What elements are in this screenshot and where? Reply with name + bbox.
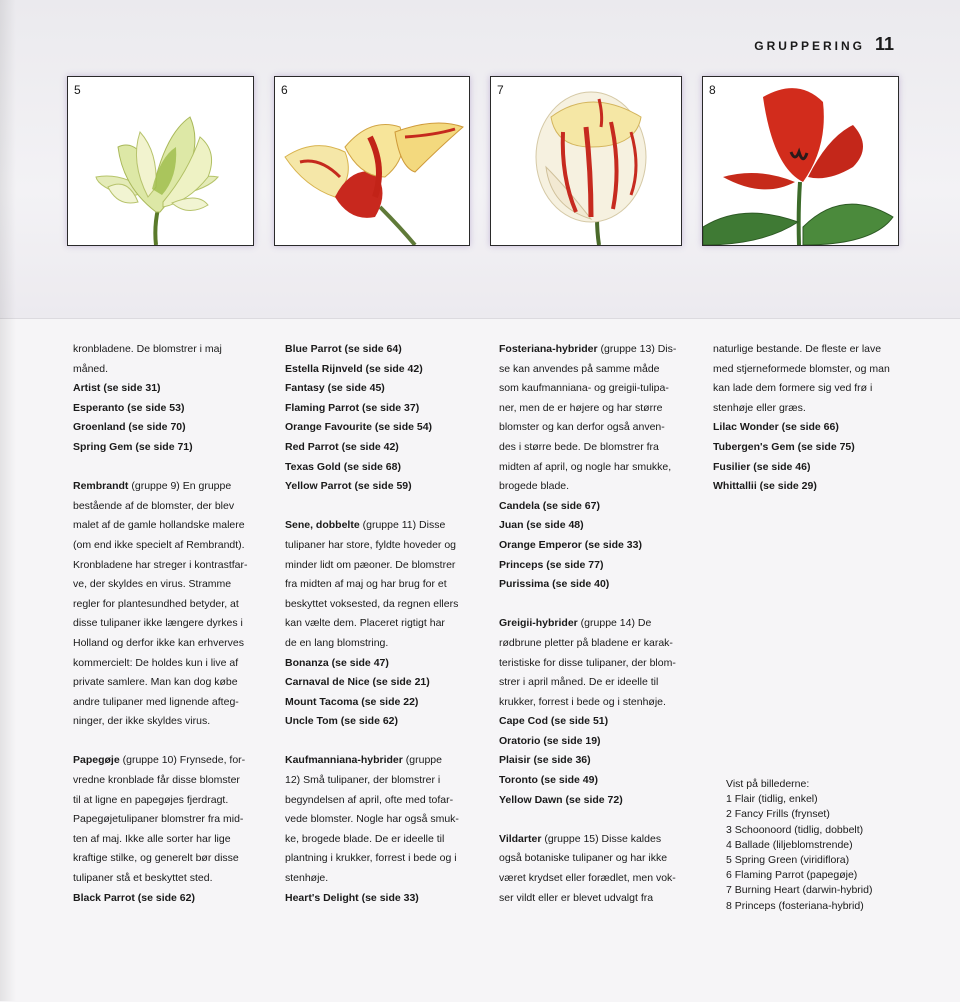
group-heading: Papegøje <box>73 754 120 767</box>
body-line: kraftige stilke, og generelt bør disse <box>73 852 239 865</box>
body-text: (gruppe 9) En gruppe <box>128 480 232 493</box>
variety-line: Whittallii (se side 29) <box>713 480 817 493</box>
variety-line: Lilac Wonder (se side 66) <box>713 421 839 434</box>
caption-item: 8 Princeps (fosteriana-hybrid) <box>726 899 864 912</box>
variety-line: Princeps (se side 77) <box>499 558 604 571</box>
group-heading: Kaufmanniana-hybrider <box>285 754 403 767</box>
caption-item: 2 Fancy Frills (frynset) <box>726 808 830 821</box>
variety-line: Texas Gold (se side 68) <box>285 460 401 473</box>
body-line <box>73 751 273 771</box>
group-heading: Greigii-hybrider <box>499 617 578 630</box>
variety-line: Oratorio (se side 19) <box>499 734 601 747</box>
body-line: tulipaner har store, fyldte hoveder og <box>285 538 457 551</box>
body-line <box>285 516 490 536</box>
body-line: stenhøje eller græs. <box>713 401 806 414</box>
variety-line: Juan (se side 48) <box>499 519 584 532</box>
body-line: som kaufmanniana- og greigii-tulipa- <box>499 382 669 395</box>
body-line: malet af de gamle hollandske malere <box>73 519 245 532</box>
caption-item: 4 Ballade (liljeblomstrende) <box>726 838 853 851</box>
variety-line: Red Parrot (se side 42) <box>285 440 399 453</box>
variety-line: Candela (se side 67) <box>499 499 600 512</box>
group-heading: Fosteriana-hybrider <box>499 343 598 355</box>
body-line <box>499 614 709 634</box>
body-line: været krydset eller forædlet, men vok- <box>499 872 676 885</box>
variety-line: Groenland (se side 70) <box>73 421 186 434</box>
photo-number: 5 <box>74 83 81 97</box>
body-line: ve, der skyldes en virus. Stramme <box>73 578 232 591</box>
text-column-3 <box>499 340 709 908</box>
caption-item: 5 Spring Green (viridiflora) <box>726 854 850 867</box>
photo-5 <box>67 76 254 246</box>
body-line: ten af maj. Ikke alle sorter har lige <box>73 832 231 845</box>
double-tulip-icon <box>491 77 681 245</box>
caption-item: 7 Burning Heart (darwin-hybrid) <box>726 884 873 897</box>
section-title: GRUPPERING <box>754 39 865 53</box>
photo-number: 7 <box>497 83 504 97</box>
body-line: beskyttet voksested, da regnen ellers <box>285 597 459 610</box>
body-line: krukker, forrest i bede og i stenhøje. <box>499 695 666 708</box>
group-heading: Vildarter <box>499 832 542 845</box>
variety-line: Blue Parrot (se side 64) <box>285 343 402 355</box>
body-line: Kronbladene har streger i kontrastfar- <box>73 558 248 571</box>
body-line: kan vælte dem. Placeret rigtigt har <box>285 617 445 630</box>
variety-line: Estella Rijnveld (se side 42) <box>285 362 423 375</box>
photo-number: 8 <box>709 83 716 97</box>
body-line <box>499 340 709 360</box>
body-line: ke, brogede blade. De er ideelle til <box>285 832 445 845</box>
body-line: brogede blade. <box>499 480 570 493</box>
variety-line: Toronto (se side 49) <box>499 774 598 787</box>
photo-7 <box>490 76 682 246</box>
photo-number: 6 <box>281 83 288 97</box>
photo-caption <box>726 777 872 914</box>
variety-line: Black Parrot (se side 62) <box>73 891 195 904</box>
body-text: (gruppe 15) Disse kaldes <box>541 832 662 845</box>
body-line: bestående af de blomster, der blev <box>73 499 235 512</box>
parrot-tulip-icon <box>275 77 469 245</box>
variety-line: Orange Emperor (se side 33) <box>499 538 642 551</box>
caption-item: 1 Flair (tidlig, enkel) <box>726 793 818 806</box>
body-line: Papegøjetulipaner blomstrer fra mid- <box>73 813 244 826</box>
photo-8 <box>702 76 899 246</box>
body-line: midten af april, og nogle har smukke, <box>499 460 672 473</box>
body-text: (gruppe 14) De <box>577 617 652 630</box>
body-line: kronbladene. De blomstrer i maj <box>73 343 222 355</box>
body-line: minder lidt om pæoner. De blomstrer <box>285 558 456 571</box>
body-line: naturlige bestande. De fleste er lave <box>713 343 882 355</box>
caption-title: Vist på billederne: <box>726 778 810 790</box>
body-line: andre tulipaner med lignende afteg- <box>73 695 239 708</box>
body-line: Holland og derfor ikke kan erhverves <box>73 636 245 649</box>
body-line: ner, men de er højere og har større <box>499 401 663 414</box>
body-line: plantning i krukker, forrest i bede og i <box>285 852 457 865</box>
body-line <box>499 830 709 850</box>
body-line: vede blomster. Nogle har også smuk- <box>285 813 459 826</box>
variety-line: Esperanto (se side 53) <box>73 401 185 414</box>
variety-line: Orange Favourite (se side 54) <box>285 421 433 434</box>
variety-line: Artist (se side 31) <box>73 382 161 395</box>
body-line: de en lang blomstring. <box>285 636 389 649</box>
caption-item: 3 Schoonoord (tidlig, dobbelt) <box>726 823 864 836</box>
group-heading: Rembrandt <box>73 480 129 493</box>
body-line: kommercielt: De holdes kun i live af <box>73 656 239 669</box>
body-line: disse tulipaner ikke længere dyrkes i <box>73 617 243 630</box>
variety-line: Tubergen's Gem (se side 75) <box>713 440 855 453</box>
text-column-1 <box>73 340 273 908</box>
body-line: rødbrune pletter på bladene er karak- <box>499 636 673 649</box>
caption-item: 6 Flaming Parrot (papegøje) <box>726 869 858 882</box>
body-text: (gruppe 13) Dis- <box>597 343 677 355</box>
body-text: (gruppe <box>402 754 442 767</box>
body-line: begyndelsen af april, ofte med tofar- <box>285 793 454 806</box>
body-line: blomster og kan derfor også anven- <box>499 421 665 434</box>
variety-line: Bonanza (se side 47) <box>285 656 389 669</box>
body-line <box>73 477 273 497</box>
variety-line: Plaisir (se side 36) <box>499 754 591 767</box>
variety-line: Heart's Delight (se side 33) <box>285 891 419 904</box>
body-line: ninger, der ikke skyldes virus. <box>73 715 211 728</box>
body-line: private samlere. Man kan dog købe <box>73 676 238 689</box>
variety-line: Carnaval de Nice (se side 21) <box>285 676 430 689</box>
body-line: 12) Små tulipaner, der blomstrer i <box>285 774 441 787</box>
running-header <box>754 34 894 55</box>
photo-6 <box>274 76 470 246</box>
variety-line: Purissima (se side 40) <box>499 578 610 591</box>
text-column-4 <box>713 340 928 497</box>
variety-line: Cape Cod (se side 51) <box>499 715 609 728</box>
body-line: (om end ikke specielt af Rembrandt). <box>73 538 245 551</box>
body-line: kan lade dem formere sig ved frø i <box>713 382 873 395</box>
body-line: også botaniske tulipaner og har ikke <box>499 852 668 865</box>
variety-line: Flaming Parrot (se side 37) <box>285 401 420 414</box>
body-line: tulipaner stå et beskyttet sted. <box>73 872 213 885</box>
variety-line: Yellow Parrot (se side 59) <box>285 480 412 493</box>
fosteriana-tulip-icon <box>703 77 898 245</box>
body-line: des i større bede. De blomstrer fra <box>499 440 659 453</box>
variety-line: Spring Gem (se side 71) <box>73 440 193 453</box>
viridiflora-tulip-icon <box>68 77 253 245</box>
body-line: med stjerneformede blomster, og man <box>713 362 890 375</box>
body-line: regler for plantesundhed betyder, at <box>73 597 239 610</box>
body-text: (gruppe 10) Frynsede, for- <box>119 754 246 767</box>
body-line <box>285 751 490 771</box>
body-line: strer i april måned. De er ideelle til <box>499 676 659 689</box>
variety-line: Uncle Tom (se side 62) <box>285 715 399 728</box>
text-column-2 <box>285 340 490 908</box>
variety-line: Fusilier (se side 46) <box>713 460 811 473</box>
body-line: ser vildt eller er blevet udvalgt fra <box>499 891 654 904</box>
variety-line: Yellow Dawn (se side 72) <box>499 793 623 806</box>
page-number: 11 <box>874 34 894 54</box>
variety-line: Fantasy (se side 45) <box>285 382 385 395</box>
body-line: teristiske for disse tulipaner, der blom- <box>499 656 676 669</box>
variety-line: Mount Tacoma (se side 22) <box>285 695 419 708</box>
body-line: stenhøje. <box>285 872 329 885</box>
body-line: fra midten af maj og har brug for et <box>285 578 447 591</box>
body-line: vredne kronblade får disse blomster <box>73 774 240 787</box>
body-line: til at ligne en papegøjes fjerdragt. <box>73 793 229 806</box>
spine-shadow <box>0 0 16 1001</box>
body-line: måned. <box>73 362 109 375</box>
body-text: (gruppe 11) Disse <box>359 519 446 532</box>
group-heading: Sene, dobbelte <box>285 519 360 532</box>
body-line: se kan anvendes på samme måde <box>499 362 660 375</box>
